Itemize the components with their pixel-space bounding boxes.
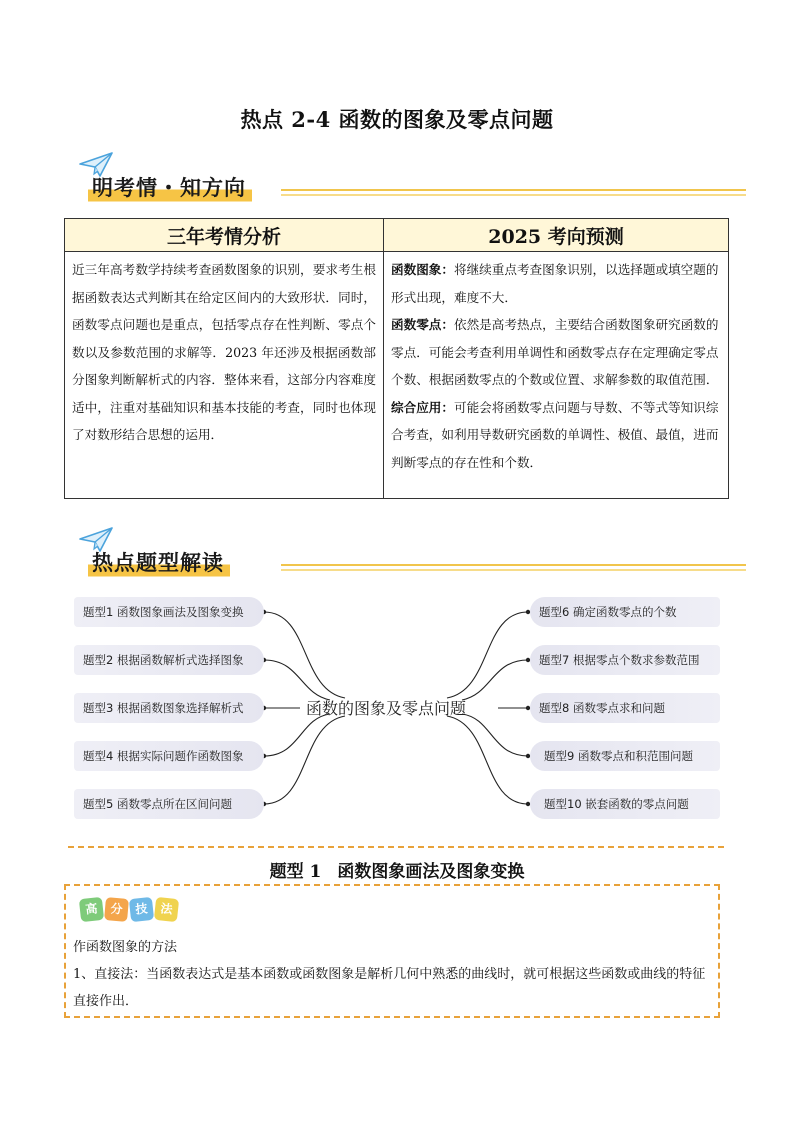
mind-map-node: 题型7 根据零点个数求参数范围 <box>530 645 720 675</box>
mind-map-node: 题型1 函数图象画法及图象变换 <box>74 597 264 627</box>
high-score-tips-badge <box>80 898 178 921</box>
section-banner-question-types <box>76 527 746 587</box>
forecast-item <box>391 256 721 311</box>
section-number: 题型 1 <box>269 862 322 882</box>
mind-map-node: 题型8 函数零点求和问题 <box>530 693 720 723</box>
section-divider <box>68 846 724 848</box>
analysis-text: 近三年高考数学持续考查函数图象的识别，要求考生根据函数表达式判断其在给定区间内的大致形状．同时，函数零点问题也是重点，包括零点存在性判断、零点个数以及参数范围的求解等．2023 年还涉及根据函数部分图象判断解析式的内容．整体来看，这部分内容难度适中，注重对基础知识和基本技能的考查，同时也体现了对数形结合思想的运用． <box>65 252 384 499</box>
badge-char: 法 <box>154 897 179 922</box>
mind-map-node: 题型9 函数零点和积范围问题 <box>530 741 720 771</box>
exam-analysis-table <box>64 218 729 499</box>
mind-map-node: 题型3 根据函数图象选择解析式 <box>74 693 264 723</box>
forecast-text: 将继续重点考查图象识别，以选择题或填空题的形式出现，难度不大． <box>391 262 719 305</box>
mind-map-node: 题型10 嵌套函数的零点问题 <box>530 789 720 819</box>
badge-char: 技 <box>129 897 154 922</box>
mind-map-node: 题型4 根据实际问题作函数图象 <box>74 741 264 771</box>
mind-map-node: 题型2 根据函数解析式选择图象 <box>74 645 264 675</box>
mind-map-node: 题型5 函数零点所在区间问题 <box>74 789 264 819</box>
forecast-label: 综合应用： <box>391 399 454 415</box>
forecast-cell <box>384 252 729 499</box>
forecast-label: 函数零点： <box>391 317 454 332</box>
forecast-label: 函数图象： <box>391 262 454 277</box>
mind-map <box>0 590 794 830</box>
section-banner-exam-overview <box>76 152 746 212</box>
method-heading: 作函数图象的方法 <box>73 940 178 955</box>
mind-map-center: 函数的图象及零点问题 <box>306 699 467 718</box>
section-title <box>0 857 794 882</box>
forecast-item <box>391 394 721 477</box>
method-box <box>64 884 720 1018</box>
forecast-item <box>391 311 721 394</box>
page-title: 热点 2-4 函数的图象及零点问题 <box>240 107 554 132</box>
banner-rule <box>281 564 746 573</box>
method-text <box>73 934 717 1015</box>
table-header-analysis: 三年考情分析 <box>65 219 384 252</box>
forecast-text: 可能会将函数零点问题与导数、不等式等知识综合考查，如利用导数研究函数的单调性、极值、最值，进而判断零点的存在性和个数． <box>391 399 719 470</box>
banner-title: 热点题型解读 <box>88 547 230 579</box>
banner-rule <box>281 189 746 198</box>
badge-char: 分 <box>104 897 129 922</box>
mind-map-node: 题型6 确定函数零点的个数 <box>530 597 720 627</box>
banner-title: 明考情・知方向 <box>88 172 252 204</box>
badge-char: 高 <box>79 897 104 922</box>
section-name: 函数图象画法及图象变换 <box>337 862 525 882</box>
method-line: 1、直接法：当函数表达式是基本函数或函数图象是解析几何中熟悉的曲线时，就可根据这些函数或曲线的特征直接作出． <box>73 967 706 1009</box>
forecast-text: 依然是高考热点，主要结合函数图象研究函数的零点．可能会考查利用单调性和函数零点存在定理确定零点个数、根据函数零点的个数或位置、求解参数的取值范围． <box>391 317 719 387</box>
table-header-forecast: 2025 考向预测 <box>384 219 729 252</box>
